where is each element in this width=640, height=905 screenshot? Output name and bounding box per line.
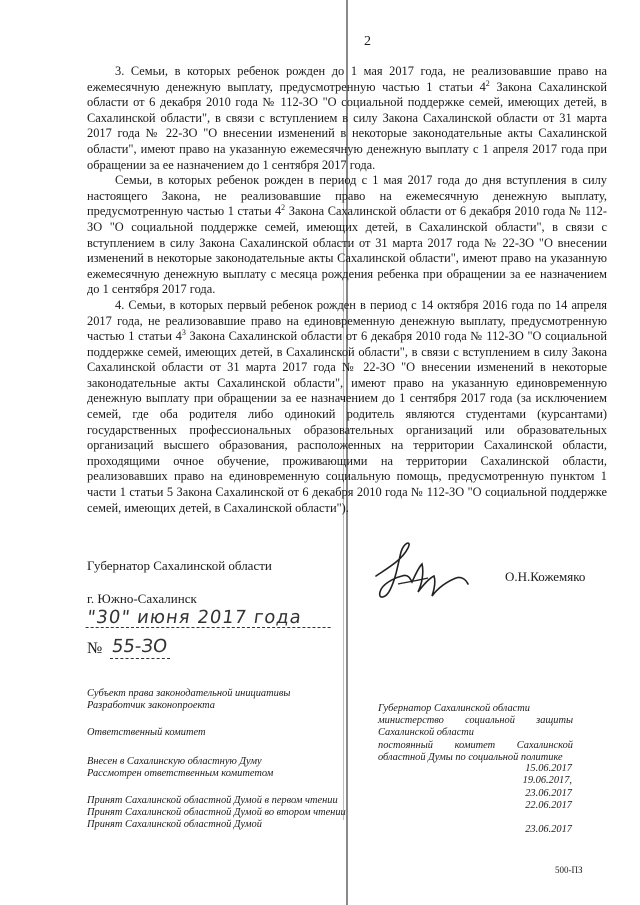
meta-initiator-value: Губернатор Сахалинской области	[378, 703, 530, 714]
paragraph-3-second	[87, 173, 607, 298]
paragraph-4-text-a: 4. Семьи, в которых первый ребенок рожден в период с 14 октября 2016 года по 14 апреля 2017 года, не реализовавшие право на единовременную денежную выплату, предусмотренную частью 1 статьи 4	[87, 297, 607, 344]
paragraph-3-text-a: 3. Семьи, в которых ребенок рожден до 1 мая 2017 года, не реализовавшие право на ежемесячную денежную выплату, предусмотренную частью 1 статьи 4	[87, 64, 607, 94]
date-submitted: 15.06.2017	[525, 763, 572, 774]
date-spacer	[498, 812, 572, 824]
signing-city: г. Южно-Сахалинск	[87, 591, 197, 606]
paragraph-3	[87, 64, 607, 173]
date-first-reading: 23.06.2017	[525, 787, 572, 799]
paragraph-3-text-b: Закона Сахалинской области от 6 декабря 2010 года № 112-ЗО "О социальной поддержке семей, имеющих детей, в Сахалинской области", в связи с вступлением в силу Закона Сахалинской области от 31 марта 2017 года № 22-ЗО "О внесении изменений в некоторые законодательные акты Сахалинской области", имеют право на указанную ежемесячную денежную выплату с 1 апреля 2017 года при обращении за ее назначением до 1 сентября 2017 года.	[87, 79, 608, 172]
meta-dates	[498, 763, 572, 836]
governor-signature	[368, 538, 473, 608]
document-code: 500-ПЗ	[555, 865, 583, 875]
paragraph-3b-text-a: Семьи, в которых ребенок рожден в период с 1 мая 2017 года до дня вступления в силу настоящего Закона, не реализовавшие право на ежемесячную денежную выплату, предусмотренную частью 1 статьи 4	[87, 173, 607, 219]
meta-initiator-label: Субъект права законодательной инициативы	[87, 688, 291, 699]
law-number-underline	[110, 658, 170, 659]
date-second-reading: 22.06.2017	[525, 799, 572, 811]
paragraph-3b-superscript: 2	[281, 203, 286, 213]
paragraph-4-superscript: 3	[181, 327, 186, 337]
meta-first-reading-label: Принят Сахалинской областной Думой в первом чтении	[87, 795, 338, 806]
meta-reviewed-label: Рассмотрен ответственным комитетом	[87, 768, 274, 779]
page-number: 2	[364, 34, 371, 49]
paragraph-3b-text-b: Закона Сахалинской области от 6 декабря 2010 года № 112-ЗО "О социальной поддержке семей, имеющих детей, в Сахалинской области", в связи с вступлением в силу Закона Сахалинской области от 31 марта 2017 года № 22-ЗО "О внесении изменений в некоторые законодательные акты Сахалинской области", имеют право на указанную ежемесячную денежную выплату с месяца рождения ребенка при обращении за ее назначением до 1 сентября 2017 года.	[87, 204, 607, 297]
meta-committee-label: Ответственный комитет	[87, 727, 206, 738]
paragraph-4	[87, 298, 607, 516]
date-underline	[86, 627, 331, 628]
meta-submitted-label: Внесен в Сахалинскую областную Думу	[87, 756, 262, 767]
meta-second-reading-label: Принят Сахалинской областной Думой во втором чтении	[87, 807, 346, 818]
meta-developer-label: Разработчик законопроекта	[87, 700, 215, 711]
handwritten-date	[86, 607, 304, 628]
paragraph-3-superscript: 2	[485, 78, 490, 88]
law-number: 55-ЗО	[110, 636, 169, 657]
paragraph-4-text-b: Закона Сахалинской области от 6 декабря 2010 года № 112-ЗО "О социальной поддержке семей, имеющих детей, в Сахалинской области", в связи с вступлением в силу Закона Сахалинской области от 31 марта 2017 года № 22-ЗО "О внесении изменений в некоторые законодательные акты Сахалинской области", имеют право на указанную единовременную денежную выплату при обращении за ее назначением до 1 сентября 2017 года (за исключением семей, где оба родителя либо одинокий родитель являются студентами (курсантами) государственных профессиональных образовательных организаций или образовательных организаций высшего образования, расположенных на территории Сахалинской области, проходящими очное обучение, проживающими на территории Сахалинской области, реализовавших право на единовременную социальную помощь, предусмотренную пунктом 1 части 1 статьи 5 Закона Сахалинской от 6 декабря 2010 года № 112-ЗО "О социальной поддержке семей, имеющих детей, в Сахалинской области").	[87, 329, 607, 515]
meta-committee-value: постоянный комитет Сахалинской областной Думы по социальной политике	[378, 740, 573, 763]
governor-title: Губернатор Сахалинской области	[87, 558, 272, 573]
governor-name: О.Н.Кожемяко	[505, 569, 586, 584]
meta-adopted-label: Принят Сахалинской областной Думой	[87, 819, 262, 830]
meta-developer-value: министерство социальной защиты Сахалинской области	[378, 715, 573, 738]
law-number-label: №	[87, 640, 103, 657]
date-adopted: 23.06.2017	[525, 824, 572, 836]
date-reviewed: 19.06.2017,	[522, 775, 572, 787]
handwritten-date-text: "30" июня 2017 года	[85, 607, 304, 628]
law-body-text	[87, 64, 607, 516]
